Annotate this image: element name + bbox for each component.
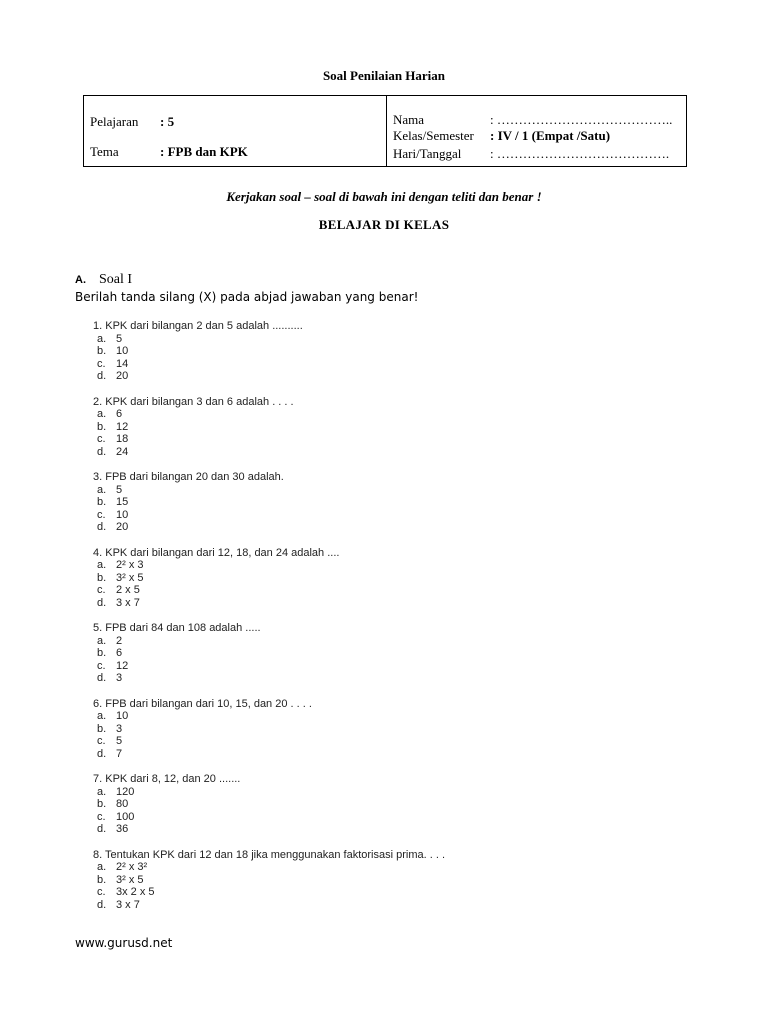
question-list: [93, 320, 445, 924]
option-text: 3 x 7: [116, 898, 140, 911]
question-item: [93, 396, 445, 459]
option-text: 3x 2 x 5: [116, 886, 155, 898]
option-letter: b.: [97, 345, 107, 357]
option-text: 12: [116, 659, 129, 672]
answer-option[interactable]: [93, 823, 445, 836]
kelas-value: : IV / 1 (Empat /Satu): [490, 128, 611, 143]
option-text: 5: [116, 332, 123, 345]
option-text: 2 x 5: [116, 584, 140, 596]
answer-option[interactable]: [93, 446, 445, 459]
pelajaran-value: : 5: [160, 114, 175, 129]
option-text: 36: [116, 823, 129, 835]
nama-value: : …………………………………..: [490, 112, 673, 127]
answer-option[interactable]: [93, 572, 445, 585]
answer-option[interactable]: [93, 899, 445, 912]
option-text: 3 x 7: [116, 596, 140, 609]
option-letter: a.: [97, 408, 107, 420]
hari-value: : ………………………………….: [490, 146, 670, 161]
info-right-column: [387, 96, 686, 166]
option-letter: a.: [97, 559, 107, 571]
question-item: [93, 622, 445, 685]
answer-option[interactable]: [93, 811, 445, 824]
answer-option[interactable]: [93, 584, 445, 597]
footer-url: www.gurusd.net: [75, 936, 173, 950]
question-stem: 3. FPB dari bilangan 20 dan 30 adalah.: [93, 471, 284, 483]
option-text: 6: [116, 408, 123, 420]
option-text: 3: [116, 672, 123, 684]
option-letter: b.: [97, 496, 107, 508]
option-letter: a.: [97, 785, 107, 798]
answer-option[interactable]: [93, 345, 445, 358]
option-letter: b.: [97, 571, 107, 584]
answer-option[interactable]: [93, 509, 445, 522]
option-text: 5: [116, 483, 123, 496]
option-letter: a.: [97, 332, 107, 345]
question-stem: 1. KPK dari bilangan 2 dan 5 adalah ..........: [93, 320, 303, 332]
option-letter: d.: [97, 521, 107, 533]
question-stem: 8. Tentukan KPK dari 12 dan 18 jika menggunakan faktorisasi prima. . . .: [93, 848, 445, 861]
option-text: 2: [116, 634, 123, 647]
question-stem: 7. KPK dari 8, 12, dan 20 .......: [93, 773, 241, 785]
option-letter: b.: [97, 798, 107, 810]
kelas-label: Kelas/Semester: [393, 128, 474, 143]
question-item: [93, 547, 445, 610]
option-letter: c.: [97, 508, 106, 521]
answer-option[interactable]: [93, 660, 445, 673]
option-text: 3² x 5: [116, 873, 144, 886]
option-letter: d.: [97, 747, 107, 760]
answer-option[interactable]: [93, 597, 445, 610]
answer-option[interactable]: [93, 748, 445, 761]
option-letter: d.: [97, 672, 107, 684]
answer-option[interactable]: [93, 735, 445, 748]
page-title: Soal Penilaian Harian: [322, 68, 446, 83]
answer-option[interactable]: [93, 370, 445, 383]
option-text: 3: [116, 722, 123, 735]
option-text: 6: [116, 647, 123, 659]
option-letter: c.: [97, 433, 106, 445]
pelajaran-label: Pelajaran: [90, 114, 139, 129]
option-text: 15: [116, 496, 129, 508]
option-text: 2² x 3: [116, 559, 144, 571]
option-text: 10: [116, 345, 129, 357]
info-left-column: [84, 96, 387, 166]
answer-option[interactable]: [93, 723, 445, 736]
answer-option[interactable]: [93, 861, 445, 874]
question-item: [93, 320, 445, 383]
option-text: 10: [116, 710, 129, 722]
option-letter: b.: [97, 647, 107, 659]
tema-label: Tema: [90, 144, 119, 159]
kelas-row: [393, 128, 610, 144]
option-letter: c.: [97, 357, 106, 370]
question-item: [93, 698, 445, 761]
answer-option[interactable]: [93, 408, 445, 421]
option-text: 10: [116, 508, 129, 521]
option-text: 12: [116, 420, 129, 433]
question-item: [93, 849, 445, 912]
hari-label: Hari/Tanggal: [393, 146, 462, 161]
option-letter: a.: [97, 483, 107, 496]
option-text: 120: [116, 785, 135, 798]
section-letter: A.: [75, 274, 86, 286]
option-text: 2² x 3²: [116, 861, 148, 873]
question-stem: 4. KPK dari bilangan dari 12, 18, dan 24 adalah ....: [93, 546, 340, 559]
directions-text: Berilah tanda silang (X) pada abjad jawaban yang benar!: [75, 290, 419, 304]
option-letter: d.: [97, 823, 107, 835]
answer-option[interactable]: [93, 798, 445, 811]
answer-option[interactable]: [93, 786, 445, 799]
question-stem: 6. FPB dari bilangan dari 10, 15, dan 20 . . . .: [93, 697, 312, 710]
tema-row: [90, 144, 248, 160]
instruction-text: Kerjakan soal – soal di bawah ini dengan teliti dan benar !: [226, 189, 542, 204]
option-text: 24: [116, 445, 129, 458]
option-text: 80: [116, 798, 129, 810]
answer-option[interactable]: [93, 647, 445, 660]
subtitle: BELAJAR DI KELAS: [318, 217, 450, 232]
option-text: 14: [116, 357, 129, 370]
option-letter: b.: [97, 722, 107, 735]
answer-option[interactable]: [93, 874, 445, 887]
answer-option[interactable]: [93, 710, 445, 723]
section-name: Soal I: [99, 272, 133, 287]
answer-option[interactable]: [93, 559, 445, 572]
tema-value: : FPB dan KPK: [160, 144, 248, 159]
option-text: 5: [116, 735, 123, 747]
info-table: [83, 95, 687, 167]
option-letter: b.: [97, 420, 107, 433]
option-letter: a.: [97, 861, 107, 873]
answer-option[interactable]: [93, 521, 445, 534]
option-text: 100: [116, 810, 135, 823]
option-letter: c.: [97, 886, 106, 898]
question-item: [93, 471, 445, 534]
question-stem: 5. FPB dari 84 dan 108 adalah .....: [93, 622, 261, 634]
option-text: 20: [116, 370, 129, 382]
option-text: 7: [116, 747, 123, 760]
answer-option[interactable]: [93, 496, 445, 509]
section-heading: [75, 272, 132, 288]
option-text: 20: [116, 521, 129, 533]
question-stem: 2. KPK dari bilangan 3 dan 6 adalah . . . .: [93, 395, 294, 408]
hari-row: [393, 146, 669, 162]
option-text: 3² x 5: [116, 571, 144, 584]
option-letter: d.: [97, 898, 107, 911]
option-letter: c.: [97, 659, 106, 672]
option-letter: a.: [97, 710, 107, 722]
answer-option[interactable]: [93, 635, 445, 648]
option-letter: c.: [97, 735, 106, 747]
answer-option[interactable]: [93, 333, 445, 346]
option-text: 18: [116, 433, 129, 445]
answer-option[interactable]: [93, 433, 445, 446]
question-item: [93, 773, 445, 836]
pelajaran-row: [90, 114, 174, 130]
option-letter: d.: [97, 596, 107, 609]
option-letter: c.: [97, 584, 106, 596]
answer-option[interactable]: [93, 672, 445, 685]
option-letter: d.: [97, 370, 107, 382]
nama-label: Nama: [393, 112, 425, 127]
answer-option[interactable]: [93, 484, 445, 497]
answer-option[interactable]: [93, 358, 445, 371]
option-letter: d.: [97, 445, 107, 458]
option-letter: c.: [97, 810, 106, 823]
answer-option[interactable]: [93, 421, 445, 434]
answer-option[interactable]: [93, 886, 445, 899]
option-letter: a.: [97, 634, 107, 647]
nama-row: [393, 112, 672, 128]
option-letter: b.: [97, 873, 107, 886]
